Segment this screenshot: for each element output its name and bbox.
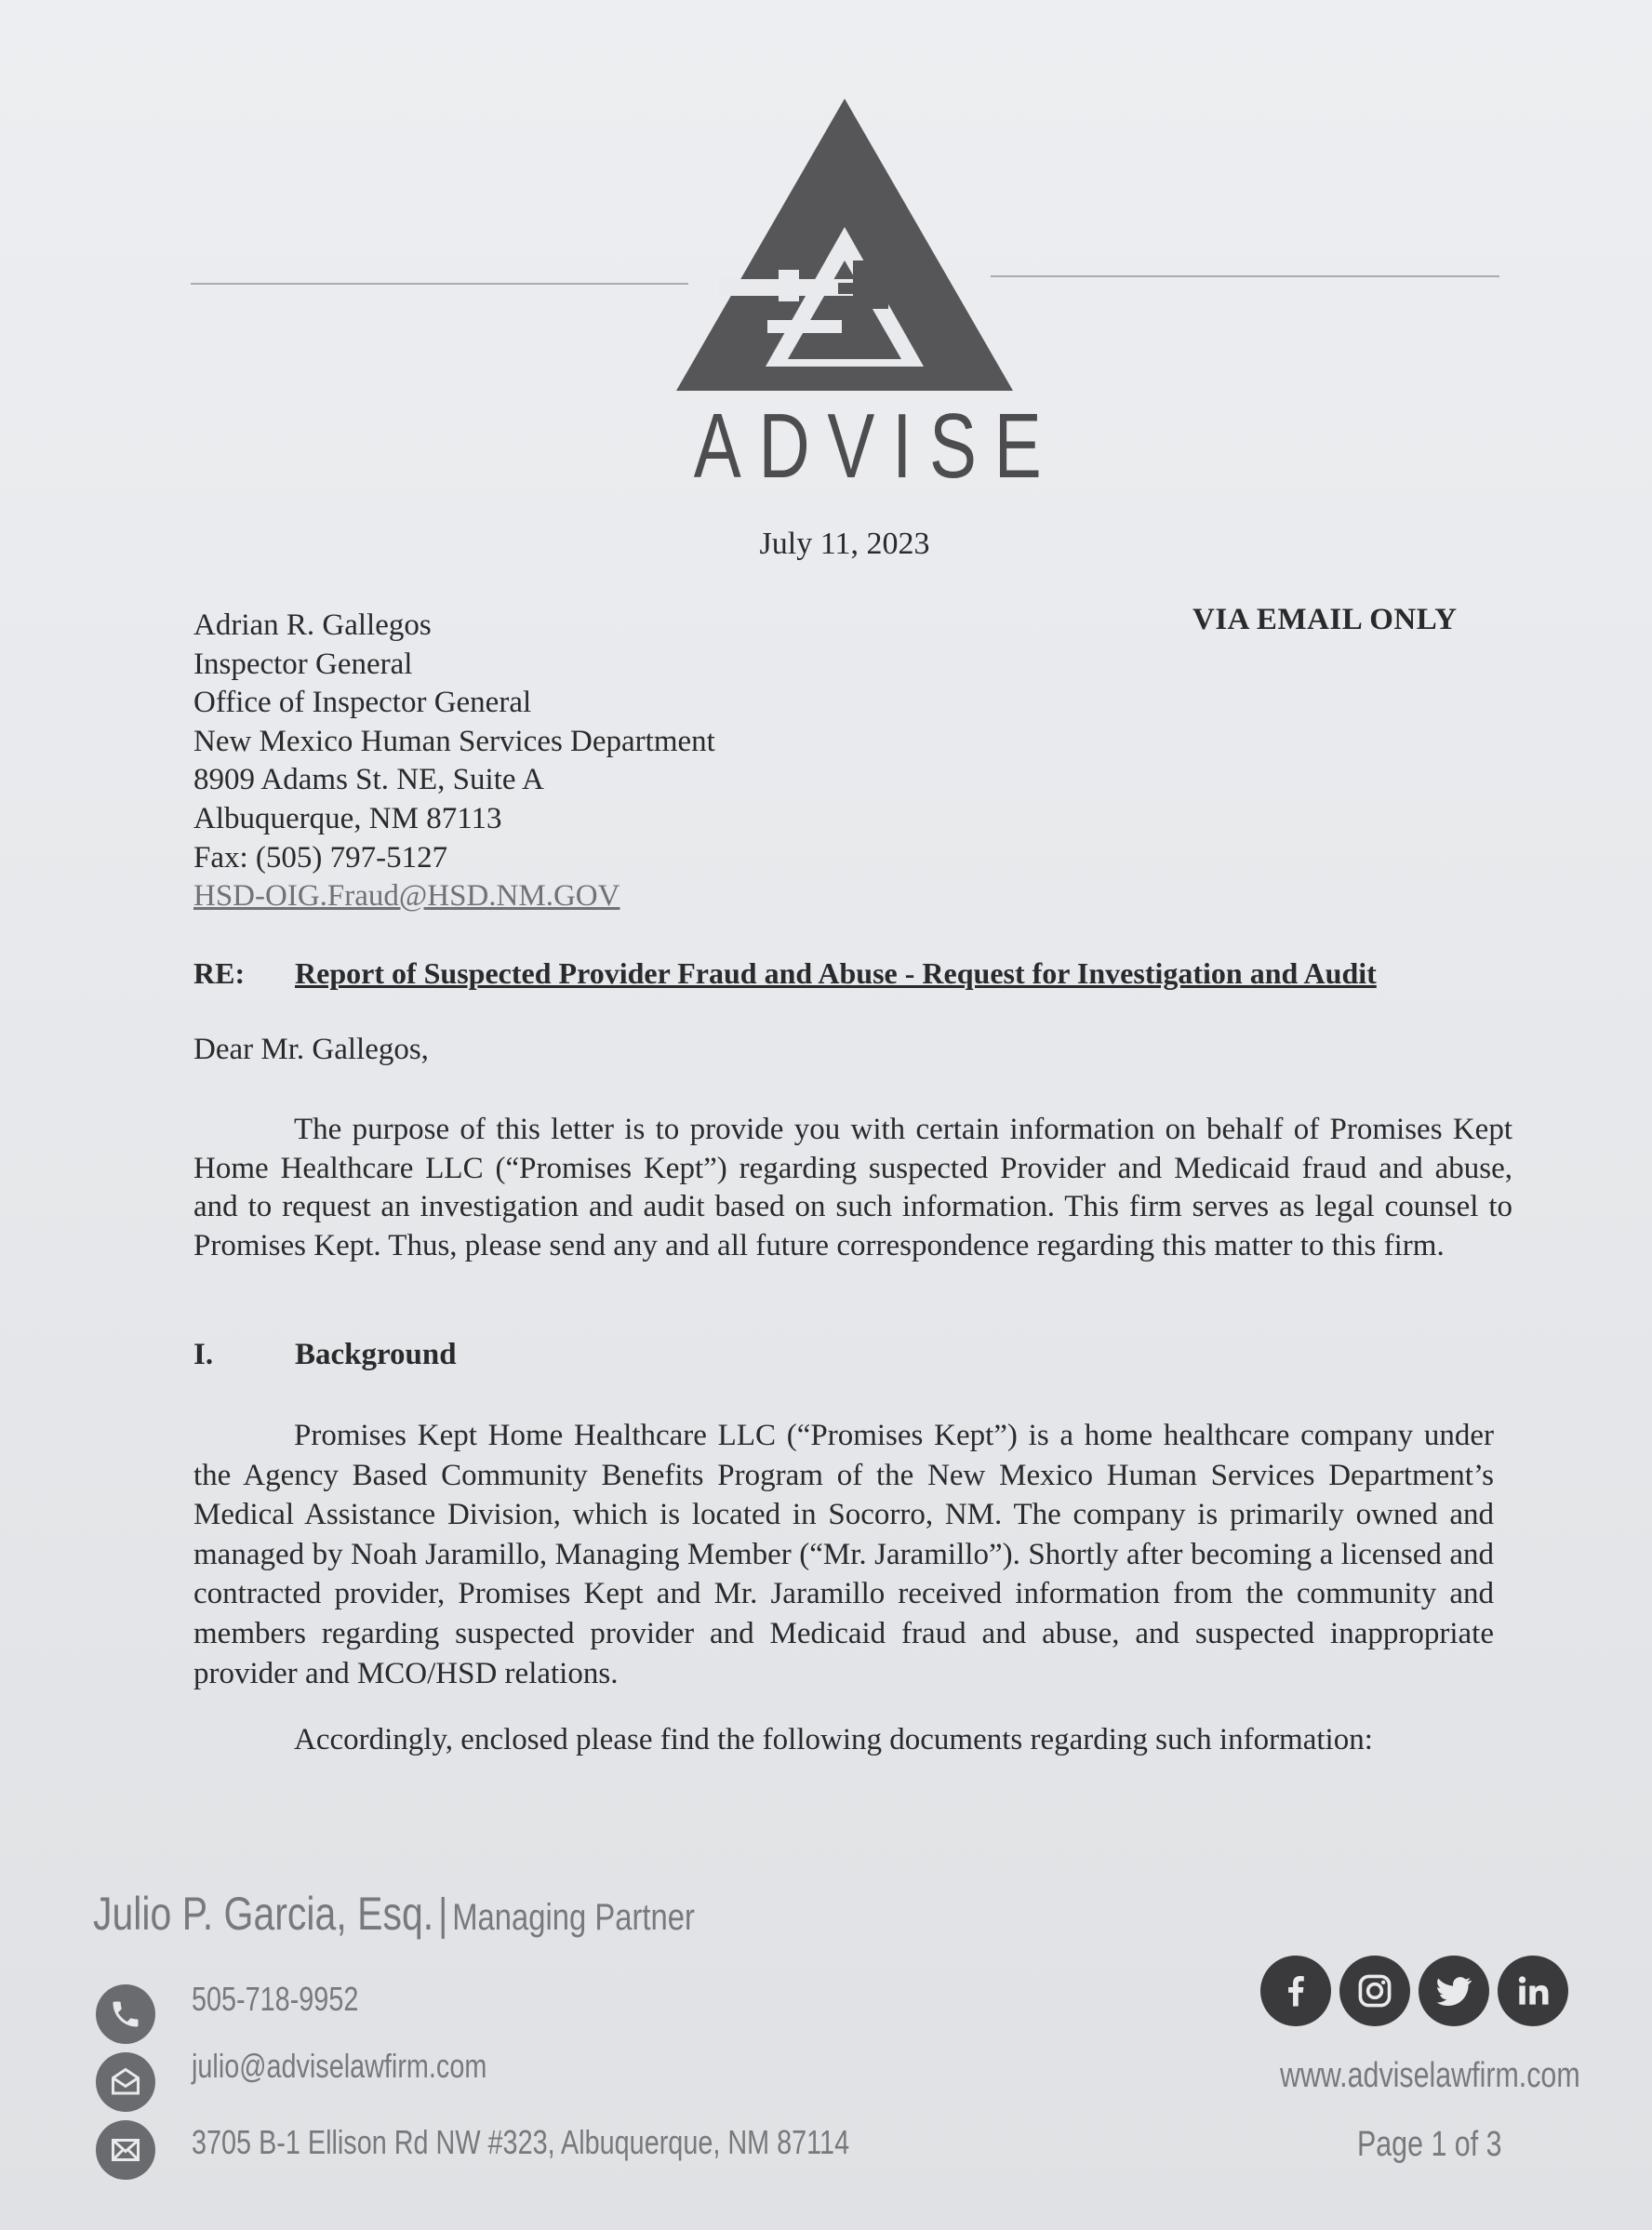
delivery-method: VIA EMAIL ONLY xyxy=(1192,603,1458,636)
paragraph-background: Promises Kept Home Healthcare LLC (“Promises Kept”) is a home healthcare company under the Agency Based Community Benefits Program of the New Mexico Human Services Department’s Medical Assistance Division, which is located in Socorro, NM. The company is primarily owned and managed by Noah Jaramillo, Managing Member (“Mr. Jaramillo”). Shortly after becoming a licensed and contracted provider, Promises Kept and Mr. Jaramillo received information from the community and members regarding suspected provider and Medicaid fraud and abuse, and suspected inappropriate provider and MCO/HSD relations. xyxy=(193,1419,1494,1690)
twitter-icon[interactable] xyxy=(1419,1956,1489,2026)
recipient-email-link[interactable]: HSD-OIG.Fraud@HSD.NM.GOV xyxy=(193,879,620,914)
letter-date: July 11, 2023 xyxy=(759,527,930,561)
envelope-icon xyxy=(96,2120,155,2180)
page-number: Page 1 of 3 xyxy=(1357,2125,1502,2164)
subject-line: Report of Suspected Provider Fraud and Abuse - Request for Investigation and Audit xyxy=(295,956,1377,990)
paragraph-enclosures: Accordingly, enclosed please find the following documents regarding such information: xyxy=(294,1723,1373,1756)
section-number: I. xyxy=(193,1338,214,1371)
brand-name: ADVISE xyxy=(693,394,1059,497)
signer-name: Julio P. Garcia, Esq. xyxy=(93,1888,434,1940)
paragraph-purpose: The purpose of this letter is to provide you with certain information on behalf of Promises Kept Home Healthcare LLC (“Promises Kept”) regarding suspected Provider and Medicaid fraud and abuse, and to request an investigation and audit based on such information. This firm serves as legal counsel to Promises Kept. Thus, please send any and all future correspondence regarding this matter to this firm. xyxy=(193,1113,1512,1262)
instagram-icon[interactable] xyxy=(1339,1956,1410,2026)
signer-separator: | xyxy=(438,1890,448,1940)
signer-line xyxy=(93,1887,695,1941)
salutation: Dear Mr. Gallegos, xyxy=(193,1033,429,1066)
linkedin-icon[interactable] xyxy=(1498,1956,1568,2026)
recipient-department: New Mexico Human Services Department xyxy=(193,724,715,758)
signer-role: Managing Partner xyxy=(452,1897,695,1938)
recipient-office: Office of Inspector General xyxy=(193,686,532,720)
footer-email[interactable]: julio@adviselawfirm.com xyxy=(192,2047,487,2085)
header-rule-left xyxy=(191,283,688,285)
email-icon xyxy=(96,2052,155,2112)
recipient-fax: Fax: (505) 797-5127 xyxy=(193,840,448,875)
section-title: Background xyxy=(295,1338,457,1371)
recipient-street: 8909 Adams St. NE, Suite A xyxy=(193,763,544,797)
header-rule-right xyxy=(991,275,1499,277)
recipient-name: Adrian R. Gallegos xyxy=(193,608,432,642)
recipient-city: Albuquerque, NM 87113 xyxy=(193,801,502,835)
recipient-address-block xyxy=(193,607,715,916)
recipient-title: Inspector General xyxy=(193,647,413,681)
phone-icon xyxy=(96,1984,155,2044)
gavel-triangle-logo xyxy=(674,97,1015,404)
footer-phone[interactable]: 505-718-9952 xyxy=(192,1980,359,2018)
facebook-icon[interactable] xyxy=(1260,1956,1331,2026)
subject-label: RE: xyxy=(193,956,246,990)
footer-website-link[interactable]: www.adviselawfirm.com xyxy=(1280,2056,1580,2095)
footer-address: 3705 B-1 Ellison Rd NW #323, Albuquerque, NM 87114 xyxy=(192,2123,850,2161)
